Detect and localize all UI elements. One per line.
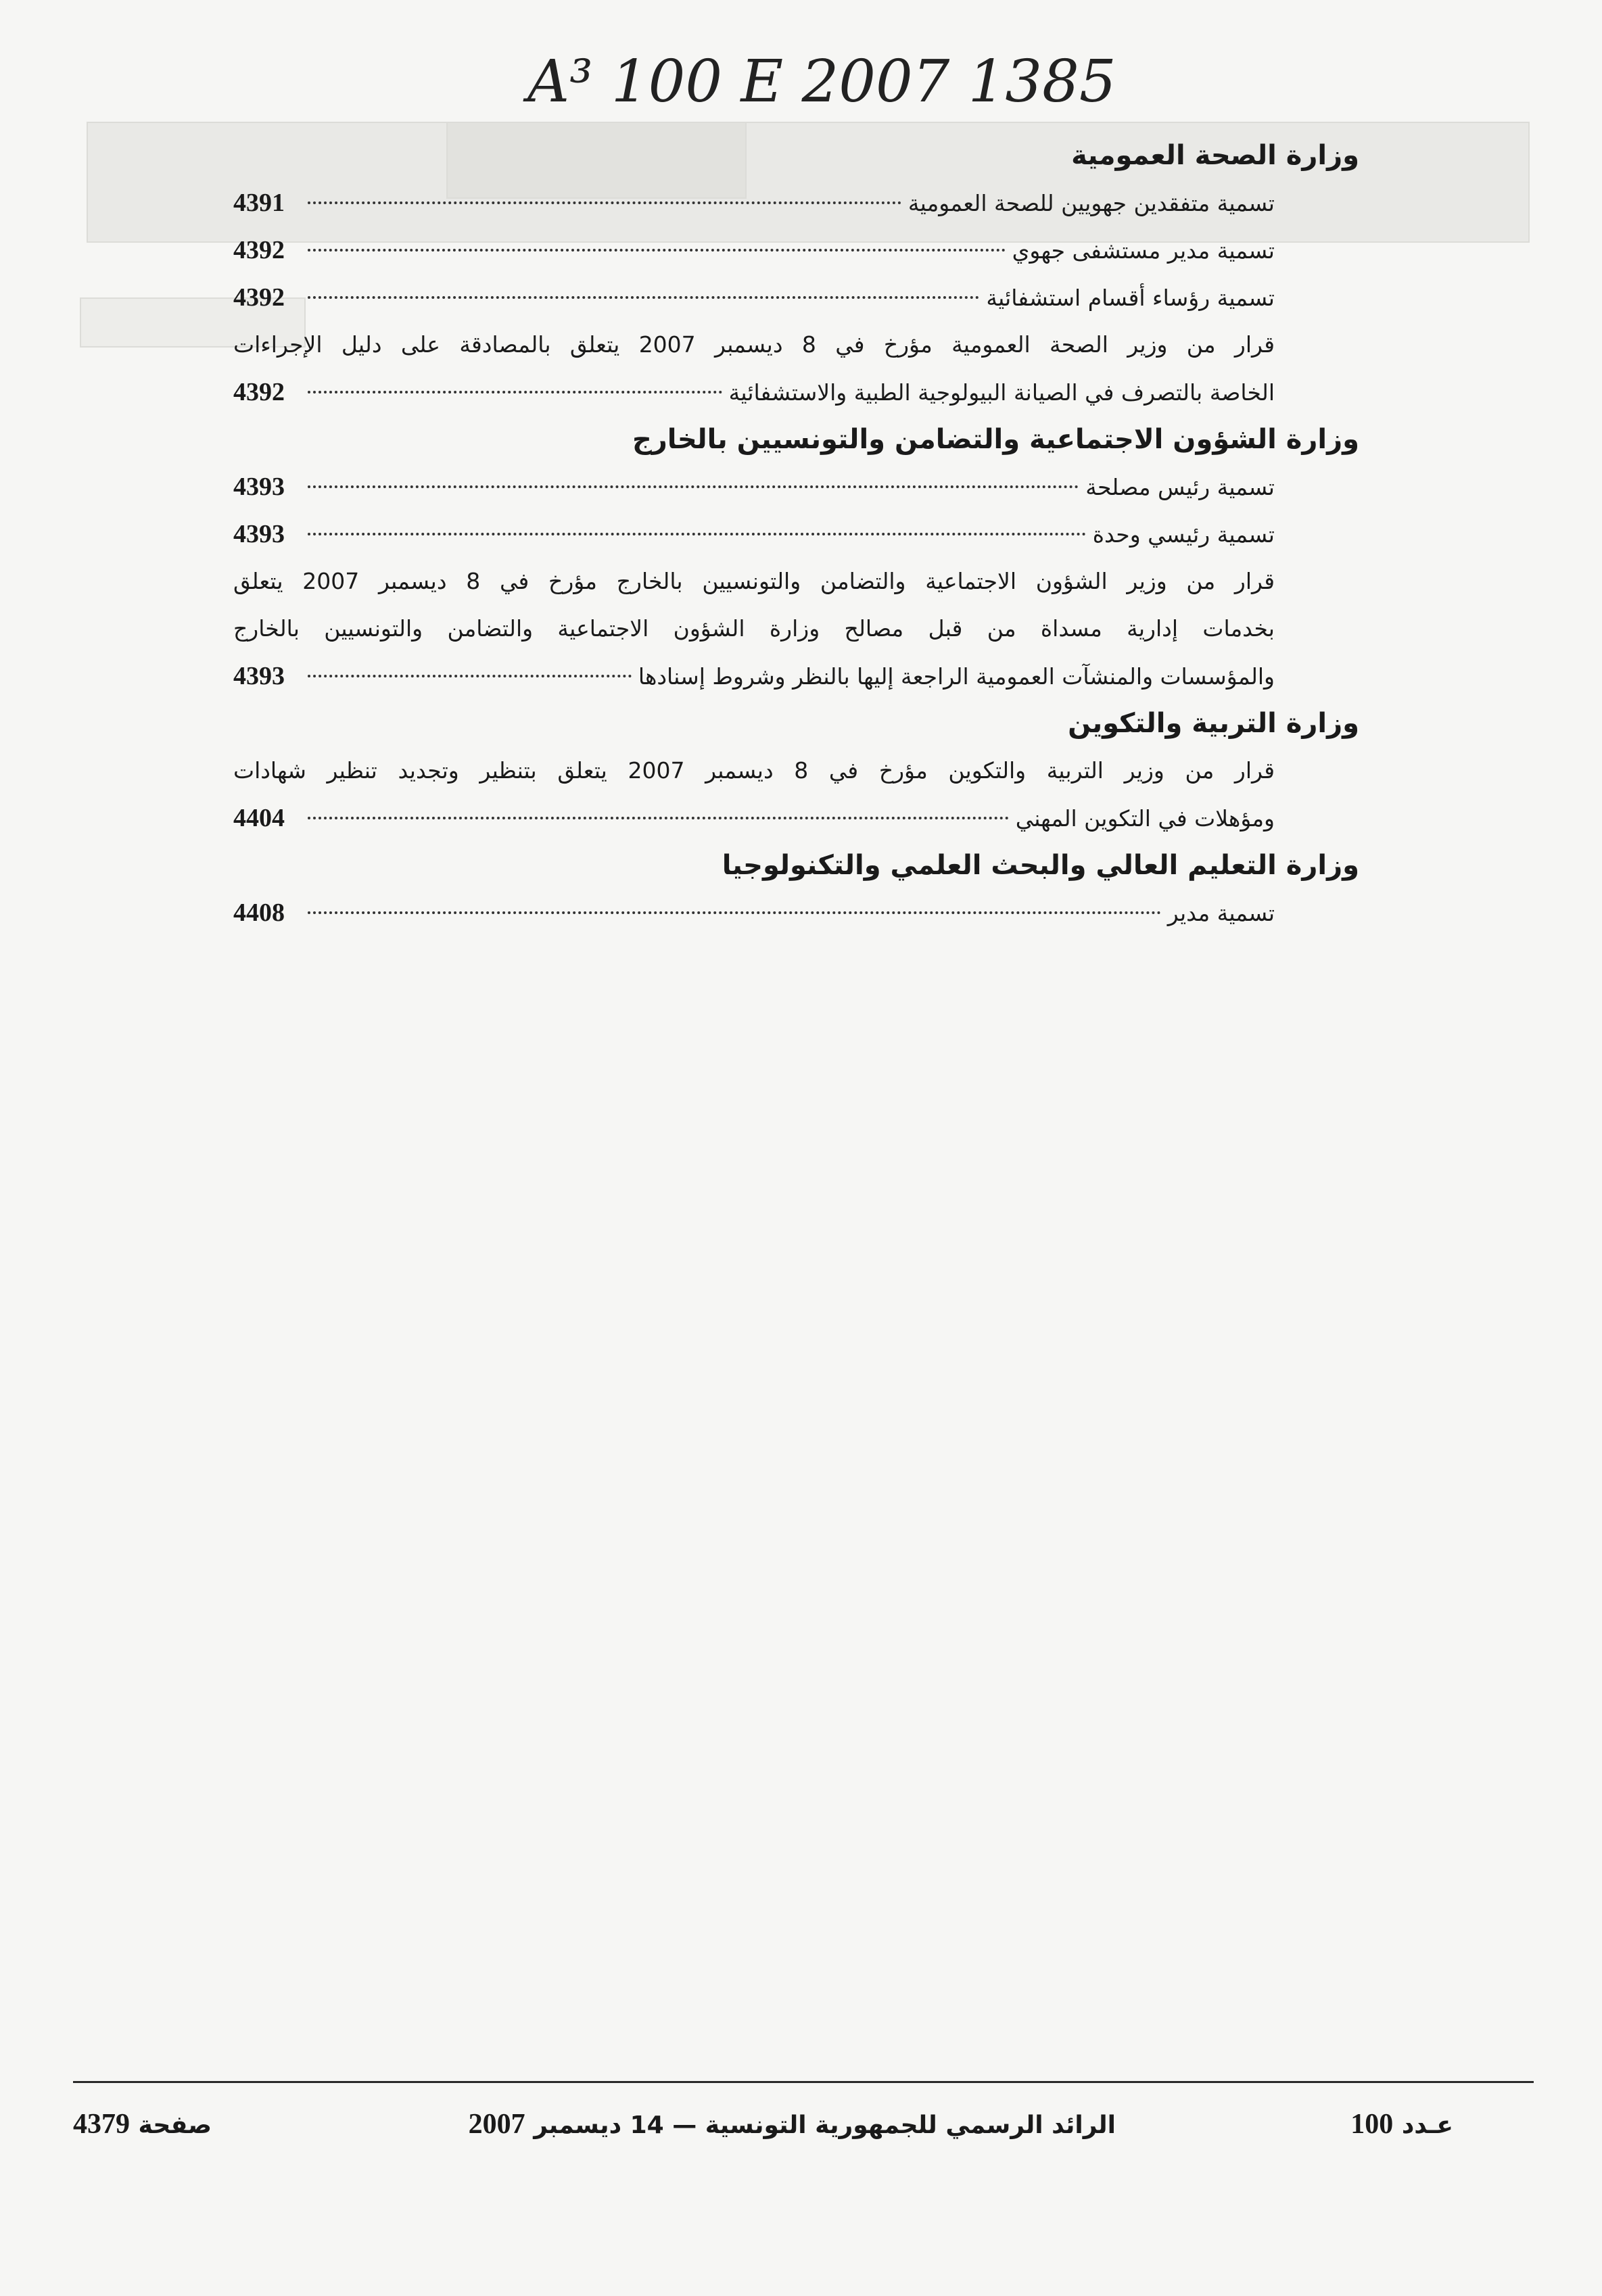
toc-entry-line [233, 179, 1275, 226]
toc-entry-text-line: قرار من وزير الشؤون الاجتماعية والتضامن والتونسيين بالخارج مؤرخ في 8 ديسمبر 2007 يتعلق [233, 568, 1275, 594]
toc-page-number: 4393 [233, 520, 285, 548]
footer-page-number [73, 2108, 212, 2149]
toc-entry-title: ومؤهلات في التكوين المهني [1015, 805, 1275, 832]
publication-name: الرائد الرسمي للجمهورية التونسية [705, 2111, 1116, 2139]
toc-page-number: 4393 [233, 662, 285, 690]
toc-entry-text-line: قرار من وزير التربية والتكوين مؤرخ في 8 ديسمبر 2007 يتعلق بتنظير وتجديد تنظير شهادات [233, 757, 1275, 784]
dot-leader [308, 485, 1079, 488]
toc-entry-title: والمؤسسات والمنشآت العمومية الراجعة إليها بالنظر وشروط إسنادها [638, 663, 1275, 690]
ministry-heading: وزارة التعليم العالي والبحث العلمي والتكنولوجيا [722, 850, 1359, 881]
toc-page-number: 4408 [233, 899, 285, 927]
handwritten-text: A³ 100 E 2007 1385 [527, 48, 1116, 116]
toc-page-number: 4392 [233, 236, 285, 264]
toc-entry-line [233, 463, 1275, 510]
toc-entry-line [233, 510, 1275, 558]
dot-leader [308, 911, 1161, 914]
issue-number: 100 [1350, 2109, 1394, 2140]
page-number: 4379 [73, 2109, 130, 2140]
toc-entry[interactable] [233, 558, 1359, 700]
footer-rule [73, 2081, 1534, 2083]
toc-entry[interactable] [233, 747, 1359, 842]
handwritten-annotation [514, 27, 1434, 128]
toc-entry[interactable] [233, 463, 1359, 510]
publication-year: 2007 [468, 2109, 525, 2140]
toc-entry-line [233, 794, 1275, 842]
toc-entry-title: الخاصة بالتصرف في الصيانة البيولوجية الطبية والاستشفائية [728, 379, 1275, 406]
toc-page-number: 4392 [233, 283, 285, 312]
dot-leader [308, 296, 979, 299]
dot-leader [308, 201, 901, 204]
dot-leader [308, 391, 722, 393]
table-of-contents [233, 132, 1359, 936]
dot-leader [308, 817, 1009, 819]
footer-issue-number [1350, 2108, 1453, 2149]
toc-entry-line [233, 274, 1275, 321]
toc-entry-text-line: بخدمات إدارية مسداة من قبل مصالح وزارة الشؤون الاجتماعية والتضامن والتونسيين بالخارج [233, 615, 1275, 642]
dot-leader [308, 249, 1006, 252]
toc-page-number: 4404 [233, 804, 285, 832]
toc-entry-title: تسمية رئيس مصلحة [1085, 474, 1275, 500]
toc-entry-line [233, 226, 1275, 274]
toc-page-number: 4391 [233, 189, 285, 217]
publication-date: 14 ديسمبر [534, 2111, 664, 2139]
footer-publication-line [468, 2108, 1116, 2149]
toc-entry-title: تسمية متفقدين جهويين للصحة العمومية [908, 190, 1275, 216]
toc-entry-text-line: قرار من وزير الصحة العمومية مؤرخ في 8 ديسمبر 2007 يتعلق بالمصادقة على دليل الإجراءات [233, 331, 1275, 358]
toc-entry-title: تسمية مدير مستشفى جهوي [1012, 237, 1275, 264]
toc-entry[interactable] [233, 889, 1359, 936]
toc-entry[interactable] [233, 179, 1359, 226]
issue-label: عـدد [1401, 2111, 1453, 2139]
ministry-heading: وزارة التربية والتكوين [1068, 708, 1359, 739]
dot-leader [308, 675, 632, 677]
toc-entry-title: تسمية رئيسي وحدة [1092, 521, 1275, 548]
ministry-heading: وزارة الشؤون الاجتماعية والتضامن والتونسيين بالخارج [632, 424, 1359, 455]
page-label: صفحة [138, 2111, 212, 2139]
toc-entry[interactable] [233, 226, 1359, 274]
toc-page-number: 4393 [233, 473, 285, 501]
toc-entry[interactable] [233, 510, 1359, 558]
toc-entry-title: تسمية رؤساء أقسام استشفائية [986, 285, 1275, 311]
toc-entry-line [233, 368, 1275, 416]
toc-entry[interactable] [233, 321, 1359, 416]
toc-entry-title: تسمية مدير [1167, 900, 1275, 926]
toc-entry-line [233, 652, 1275, 700]
publication-dash: — [672, 2111, 697, 2139]
toc-page-number: 4392 [233, 378, 285, 406]
toc-entry-line [233, 889, 1275, 936]
toc-entry[interactable] [233, 274, 1359, 321]
ministry-heading: وزارة الصحة العمومية [1071, 140, 1359, 171]
dot-leader [308, 533, 1086, 535]
